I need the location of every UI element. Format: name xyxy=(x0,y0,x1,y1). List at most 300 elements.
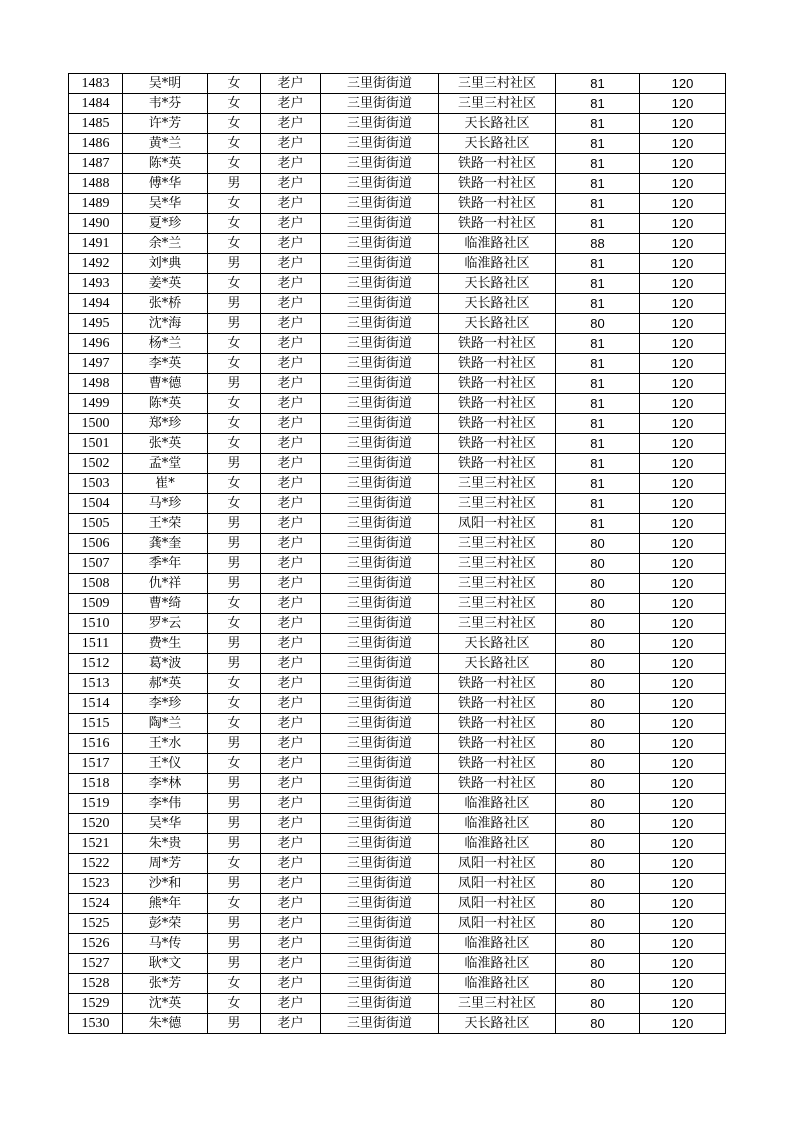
cell-household-type: 老户 xyxy=(261,394,321,414)
cell-name: 崔* xyxy=(123,474,208,494)
cell-row-number: 1501 xyxy=(69,434,123,454)
cell-community: 天长路社区 xyxy=(439,114,556,134)
cell-community: 临淮路社区 xyxy=(439,954,556,974)
cell-amount: 120 xyxy=(640,394,726,414)
cell-community: 铁路一村社区 xyxy=(439,214,556,234)
cell-household-type: 老户 xyxy=(261,374,321,394)
table-row xyxy=(69,254,726,274)
cell-name: 韦*芬 xyxy=(123,94,208,114)
cell-age: 81 xyxy=(556,354,640,374)
cell-row-number: 1500 xyxy=(69,414,123,434)
cell-community: 三里三村社区 xyxy=(439,994,556,1014)
cell-street: 三里街街道 xyxy=(321,514,439,534)
cell-name: 罗*云 xyxy=(123,614,208,634)
cell-street: 三里街街道 xyxy=(321,634,439,654)
cell-street: 三里街街道 xyxy=(321,694,439,714)
cell-gender: 女 xyxy=(208,154,261,174)
table-row xyxy=(69,934,726,954)
cell-amount: 120 xyxy=(640,314,726,334)
cell-street: 三里街街道 xyxy=(321,574,439,594)
cell-row-number: 1507 xyxy=(69,554,123,574)
cell-name: 李*林 xyxy=(123,774,208,794)
cell-row-number: 1519 xyxy=(69,794,123,814)
cell-street: 三里街街道 xyxy=(321,774,439,794)
cell-name: 费*生 xyxy=(123,634,208,654)
cell-street: 三里街街道 xyxy=(321,494,439,514)
cell-row-number: 1496 xyxy=(69,334,123,354)
cell-gender: 男 xyxy=(208,774,261,794)
cell-age: 81 xyxy=(556,174,640,194)
cell-community: 凤阳一村社区 xyxy=(439,854,556,874)
cell-gender: 女 xyxy=(208,114,261,134)
cell-street: 三里街街道 xyxy=(321,274,439,294)
cell-age: 81 xyxy=(556,514,640,534)
cell-community: 临淮路社区 xyxy=(439,974,556,994)
cell-street: 三里街街道 xyxy=(321,874,439,894)
cell-street: 三里街街道 xyxy=(321,894,439,914)
cell-street: 三里街街道 xyxy=(321,994,439,1014)
cell-amount: 120 xyxy=(640,294,726,314)
cell-age: 80 xyxy=(556,554,640,574)
cell-household-type: 老户 xyxy=(261,314,321,334)
cell-row-number: 1503 xyxy=(69,474,123,494)
cell-gender: 女 xyxy=(208,434,261,454)
cell-row-number: 1493 xyxy=(69,274,123,294)
cell-household-type: 老户 xyxy=(261,534,321,554)
cell-age: 80 xyxy=(556,894,640,914)
table-row xyxy=(69,234,726,254)
cell-row-number: 1527 xyxy=(69,954,123,974)
cell-age: 81 xyxy=(556,74,640,94)
cell-name: 郝*英 xyxy=(123,674,208,694)
cell-gender: 女 xyxy=(208,974,261,994)
cell-street: 三里街街道 xyxy=(321,854,439,874)
cell-community: 临淮路社区 xyxy=(439,794,556,814)
cell-amount: 120 xyxy=(640,694,726,714)
cell-community: 三里三村社区 xyxy=(439,574,556,594)
cell-gender: 男 xyxy=(208,534,261,554)
cell-gender: 女 xyxy=(208,134,261,154)
table-row xyxy=(69,394,726,414)
table-row xyxy=(69,674,726,694)
cell-name: 马*珍 xyxy=(123,494,208,514)
cell-household-type: 老户 xyxy=(261,114,321,134)
cell-street: 三里街街道 xyxy=(321,1014,439,1034)
cell-row-number: 1515 xyxy=(69,714,123,734)
cell-row-number: 1511 xyxy=(69,634,123,654)
cell-gender: 男 xyxy=(208,734,261,754)
cell-name: 彭*荣 xyxy=(123,914,208,934)
cell-household-type: 老户 xyxy=(261,894,321,914)
cell-name: 夏*珍 xyxy=(123,214,208,234)
cell-name: 周*芳 xyxy=(123,854,208,874)
table-row xyxy=(69,814,726,834)
cell-age: 80 xyxy=(556,954,640,974)
table-row xyxy=(69,1014,726,1034)
cell-row-number: 1528 xyxy=(69,974,123,994)
cell-age: 80 xyxy=(556,934,640,954)
cell-amount: 120 xyxy=(640,734,726,754)
table-row xyxy=(69,134,726,154)
cell-amount: 120 xyxy=(640,934,726,954)
cell-community: 三里三村社区 xyxy=(439,494,556,514)
cell-gender: 女 xyxy=(208,894,261,914)
cell-gender: 男 xyxy=(208,454,261,474)
cell-household-type: 老户 xyxy=(261,994,321,1014)
cell-community: 铁路一村社区 xyxy=(439,714,556,734)
cell-row-number: 1505 xyxy=(69,514,123,534)
cell-gender: 女 xyxy=(208,74,261,94)
cell-household-type: 老户 xyxy=(261,134,321,154)
cell-name: 葛*波 xyxy=(123,654,208,674)
cell-street: 三里街街道 xyxy=(321,234,439,254)
cell-household-type: 老户 xyxy=(261,914,321,934)
cell-amount: 120 xyxy=(640,634,726,654)
cell-row-number: 1484 xyxy=(69,94,123,114)
cell-street: 三里街街道 xyxy=(321,374,439,394)
cell-age: 80 xyxy=(556,694,640,714)
cell-gender: 男 xyxy=(208,914,261,934)
cell-street: 三里街街道 xyxy=(321,114,439,134)
table-row xyxy=(69,714,726,734)
table-row xyxy=(69,954,726,974)
cell-name: 陈*英 xyxy=(123,154,208,174)
cell-household-type: 老户 xyxy=(261,814,321,834)
cell-household-type: 老户 xyxy=(261,854,321,874)
cell-row-number: 1514 xyxy=(69,694,123,714)
cell-row-number: 1483 xyxy=(69,74,123,94)
cell-household-type: 老户 xyxy=(261,254,321,274)
cell-gender: 女 xyxy=(208,274,261,294)
cell-row-number: 1516 xyxy=(69,734,123,754)
cell-name: 王*荣 xyxy=(123,514,208,534)
cell-household-type: 老户 xyxy=(261,194,321,214)
cell-community: 三里三村社区 xyxy=(439,554,556,574)
cell-name: 张*桥 xyxy=(123,294,208,314)
cell-gender: 男 xyxy=(208,174,261,194)
cell-street: 三里街街道 xyxy=(321,254,439,274)
cell-gender: 男 xyxy=(208,514,261,534)
cell-gender: 男 xyxy=(208,314,261,334)
cell-gender: 男 xyxy=(208,794,261,814)
cell-street: 三里街街道 xyxy=(321,474,439,494)
table-row xyxy=(69,534,726,554)
cell-household-type: 老户 xyxy=(261,174,321,194)
cell-street: 三里街街道 xyxy=(321,454,439,474)
cell-amount: 120 xyxy=(640,814,726,834)
table-row xyxy=(69,494,726,514)
table-row xyxy=(69,334,726,354)
cell-name: 吴*明 xyxy=(123,74,208,94)
cell-household-type: 老户 xyxy=(261,74,321,94)
table-row xyxy=(69,434,726,454)
cell-gender: 女 xyxy=(208,194,261,214)
cell-community: 天长路社区 xyxy=(439,634,556,654)
cell-gender: 男 xyxy=(208,934,261,954)
cell-name: 耿*文 xyxy=(123,954,208,974)
cell-community: 天长路社区 xyxy=(439,654,556,674)
cell-amount: 120 xyxy=(640,534,726,554)
cell-name: 李*伟 xyxy=(123,794,208,814)
cell-street: 三里街街道 xyxy=(321,834,439,854)
cell-age: 80 xyxy=(556,654,640,674)
cell-age: 80 xyxy=(556,914,640,934)
cell-gender: 男 xyxy=(208,834,261,854)
cell-gender: 女 xyxy=(208,94,261,114)
cell-age: 80 xyxy=(556,834,640,854)
cell-age: 80 xyxy=(556,814,640,834)
cell-row-number: 1508 xyxy=(69,574,123,594)
table-row xyxy=(69,974,726,994)
cell-age: 81 xyxy=(556,334,640,354)
cell-community: 天长路社区 xyxy=(439,294,556,314)
cell-name: 郑*珍 xyxy=(123,414,208,434)
table-row xyxy=(69,574,726,594)
cell-row-number: 1523 xyxy=(69,874,123,894)
cell-row-number: 1526 xyxy=(69,934,123,954)
cell-row-number: 1530 xyxy=(69,1014,123,1034)
cell-age: 81 xyxy=(556,494,640,514)
cell-community: 天长路社区 xyxy=(439,274,556,294)
cell-amount: 120 xyxy=(640,354,726,374)
cell-row-number: 1529 xyxy=(69,994,123,1014)
cell-gender: 男 xyxy=(208,634,261,654)
cell-community: 铁路一村社区 xyxy=(439,394,556,414)
table-row xyxy=(69,354,726,374)
cell-amount: 120 xyxy=(640,614,726,634)
cell-street: 三里街街道 xyxy=(321,714,439,734)
cell-household-type: 老户 xyxy=(261,694,321,714)
cell-row-number: 1492 xyxy=(69,254,123,274)
cell-household-type: 老户 xyxy=(261,354,321,374)
table-row xyxy=(69,594,726,614)
cell-community: 凤阳一村社区 xyxy=(439,514,556,534)
cell-amount: 120 xyxy=(640,94,726,114)
table-row xyxy=(69,414,726,434)
cell-street: 三里街街道 xyxy=(321,554,439,574)
cell-gender: 男 xyxy=(208,554,261,574)
cell-amount: 120 xyxy=(640,234,726,254)
cell-amount: 120 xyxy=(640,194,726,214)
cell-age: 81 xyxy=(556,414,640,434)
cell-age: 81 xyxy=(556,374,640,394)
cell-age: 80 xyxy=(556,1014,640,1034)
cell-gender: 女 xyxy=(208,474,261,494)
cell-row-number: 1485 xyxy=(69,114,123,134)
cell-gender: 男 xyxy=(208,374,261,394)
cell-household-type: 老户 xyxy=(261,454,321,474)
cell-amount: 120 xyxy=(640,514,726,534)
cell-age: 80 xyxy=(556,534,640,554)
cell-street: 三里街街道 xyxy=(321,154,439,174)
cell-community: 铁路一村社区 xyxy=(439,754,556,774)
cell-row-number: 1495 xyxy=(69,314,123,334)
cell-row-number: 1504 xyxy=(69,494,123,514)
cell-community: 铁路一村社区 xyxy=(439,174,556,194)
cell-row-number: 1513 xyxy=(69,674,123,694)
table-row xyxy=(69,114,726,134)
cell-age: 81 xyxy=(556,434,640,454)
table-row xyxy=(69,994,726,1014)
cell-community: 临淮路社区 xyxy=(439,814,556,834)
cell-age: 81 xyxy=(556,114,640,134)
cell-age: 80 xyxy=(556,634,640,654)
cell-row-number: 1487 xyxy=(69,154,123,174)
table-row xyxy=(69,874,726,894)
cell-amount: 120 xyxy=(640,714,726,734)
cell-street: 三里街街道 xyxy=(321,334,439,354)
cell-name: 熊*年 xyxy=(123,894,208,914)
cell-community: 临淮路社区 xyxy=(439,254,556,274)
cell-household-type: 老户 xyxy=(261,514,321,534)
cell-household-type: 老户 xyxy=(261,274,321,294)
cell-gender: 男 xyxy=(208,294,261,314)
cell-household-type: 老户 xyxy=(261,654,321,674)
cell-age: 81 xyxy=(556,274,640,294)
cell-name: 李*珍 xyxy=(123,694,208,714)
cell-row-number: 1502 xyxy=(69,454,123,474)
cell-row-number: 1520 xyxy=(69,814,123,834)
cell-community: 凤阳一村社区 xyxy=(439,874,556,894)
cell-row-number: 1506 xyxy=(69,534,123,554)
cell-gender: 女 xyxy=(208,494,261,514)
cell-household-type: 老户 xyxy=(261,494,321,514)
cell-name: 孟*堂 xyxy=(123,454,208,474)
cell-street: 三里街街道 xyxy=(321,314,439,334)
cell-age: 80 xyxy=(556,994,640,1014)
cell-name: 曹*德 xyxy=(123,374,208,394)
table-row xyxy=(69,554,726,574)
cell-household-type: 老户 xyxy=(261,954,321,974)
cell-household-type: 老户 xyxy=(261,834,321,854)
cell-amount: 120 xyxy=(640,554,726,574)
cell-community: 凤阳一村社区 xyxy=(439,914,556,934)
cell-community: 铁路一村社区 xyxy=(439,454,556,474)
cell-row-number: 1521 xyxy=(69,834,123,854)
cell-age: 81 xyxy=(556,254,640,274)
cell-community: 铁路一村社区 xyxy=(439,154,556,174)
cell-gender: 男 xyxy=(208,954,261,974)
cell-row-number: 1497 xyxy=(69,354,123,374)
cell-community: 三里三村社区 xyxy=(439,614,556,634)
cell-amount: 120 xyxy=(640,974,726,994)
table-row xyxy=(69,614,726,634)
cell-community: 临淮路社区 xyxy=(439,934,556,954)
cell-row-number: 1498 xyxy=(69,374,123,394)
cell-household-type: 老户 xyxy=(261,154,321,174)
cell-household-type: 老户 xyxy=(261,94,321,114)
cell-household-type: 老户 xyxy=(261,574,321,594)
cell-household-type: 老户 xyxy=(261,754,321,774)
cell-name: 王*水 xyxy=(123,734,208,754)
cell-age: 80 xyxy=(556,734,640,754)
table-row xyxy=(69,694,726,714)
cell-name: 季*年 xyxy=(123,554,208,574)
cell-household-type: 老户 xyxy=(261,794,321,814)
cell-amount: 120 xyxy=(640,274,726,294)
cell-amount: 120 xyxy=(640,114,726,134)
cell-row-number: 1524 xyxy=(69,894,123,914)
cell-street: 三里街街道 xyxy=(321,754,439,774)
cell-household-type: 老户 xyxy=(261,934,321,954)
cell-age: 80 xyxy=(556,874,640,894)
cell-age: 81 xyxy=(556,94,640,114)
table-row xyxy=(69,854,726,874)
table-row xyxy=(69,74,726,94)
cell-gender: 女 xyxy=(208,234,261,254)
cell-amount: 120 xyxy=(640,754,726,774)
cell-age: 81 xyxy=(556,194,640,214)
cell-household-type: 老户 xyxy=(261,874,321,894)
cell-community: 铁路一村社区 xyxy=(439,734,556,754)
cell-gender: 女 xyxy=(208,694,261,714)
table-row xyxy=(69,754,726,774)
roster-table xyxy=(68,73,726,1034)
table-row xyxy=(69,454,726,474)
cell-gender: 男 xyxy=(208,254,261,274)
cell-row-number: 1490 xyxy=(69,214,123,234)
cell-community: 铁路一村社区 xyxy=(439,194,556,214)
cell-street: 三里街街道 xyxy=(321,814,439,834)
table-row xyxy=(69,654,726,674)
cell-row-number: 1488 xyxy=(69,174,123,194)
cell-name: 吴*华 xyxy=(123,194,208,214)
cell-name: 余*兰 xyxy=(123,234,208,254)
cell-name: 陈*英 xyxy=(123,394,208,414)
cell-amount: 120 xyxy=(640,994,726,1014)
cell-age: 81 xyxy=(556,134,640,154)
cell-gender: 女 xyxy=(208,614,261,634)
cell-gender: 男 xyxy=(208,574,261,594)
table-row xyxy=(69,734,726,754)
table-row xyxy=(69,274,726,294)
cell-age: 80 xyxy=(556,614,640,634)
cell-amount: 120 xyxy=(640,654,726,674)
cell-community: 临淮路社区 xyxy=(439,234,556,254)
cell-age: 81 xyxy=(556,454,640,474)
cell-name: 沙*和 xyxy=(123,874,208,894)
cell-name: 杨*兰 xyxy=(123,334,208,354)
cell-street: 三里街街道 xyxy=(321,174,439,194)
cell-street: 三里街街道 xyxy=(321,214,439,234)
cell-age: 80 xyxy=(556,774,640,794)
cell-amount: 120 xyxy=(640,794,726,814)
cell-household-type: 老户 xyxy=(261,414,321,434)
table-row xyxy=(69,474,726,494)
cell-community: 三里三村社区 xyxy=(439,534,556,554)
table-row xyxy=(69,154,726,174)
cell-amount: 120 xyxy=(640,254,726,274)
cell-row-number: 1518 xyxy=(69,774,123,794)
cell-community: 铁路一村社区 xyxy=(439,354,556,374)
cell-household-type: 老户 xyxy=(261,1014,321,1034)
cell-name: 李*英 xyxy=(123,354,208,374)
cell-age: 80 xyxy=(556,674,640,694)
cell-gender: 女 xyxy=(208,854,261,874)
cell-row-number: 1509 xyxy=(69,594,123,614)
cell-age: 80 xyxy=(556,574,640,594)
table-row xyxy=(69,314,726,334)
cell-gender: 女 xyxy=(208,754,261,774)
cell-gender: 女 xyxy=(208,674,261,694)
cell-gender: 男 xyxy=(208,814,261,834)
cell-gender: 女 xyxy=(208,994,261,1014)
table-row xyxy=(69,914,726,934)
cell-age: 80 xyxy=(556,854,640,874)
cell-age: 80 xyxy=(556,714,640,734)
cell-amount: 120 xyxy=(640,914,726,934)
cell-community: 铁路一村社区 xyxy=(439,674,556,694)
